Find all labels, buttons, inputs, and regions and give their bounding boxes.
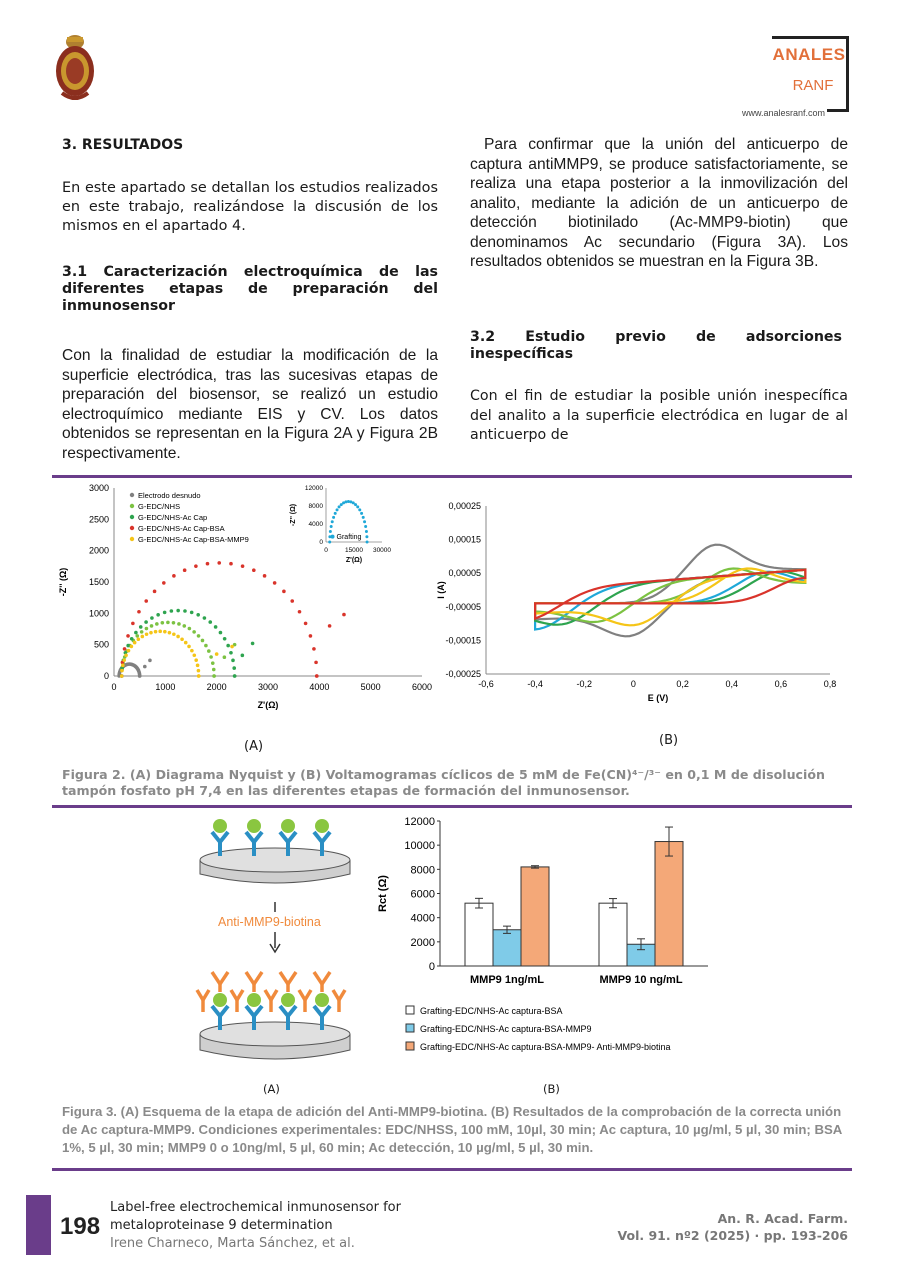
nyquist-point	[155, 622, 159, 626]
nyquist-point	[212, 668, 216, 672]
figure2-panel-a-nyquist	[52, 480, 442, 720]
y-tick-label: 2000	[88, 545, 109, 556]
x-axis-label: E (V)	[647, 693, 669, 703]
inset-point	[366, 541, 369, 544]
nyquist-point	[162, 581, 166, 585]
nyquist-point	[241, 564, 245, 568]
nyquist-point	[206, 562, 210, 566]
x-tick-label: 6000	[411, 682, 433, 692]
intro-paragraph: En este apartado se detallan los estudios realizados en este trabajo, realizándose la discusión de los mismos en el apartado 4.	[62, 180, 438, 234]
inset-y-tick: 12000	[304, 485, 323, 492]
figure3-panel-a-label: (A)	[263, 1082, 280, 1096]
y-tick-label: 8000	[410, 864, 435, 877]
nyquist-point	[149, 631, 153, 635]
nyquist-point	[197, 634, 201, 638]
legend-label: G-EDC/NHS-Ac Cap-BSA	[138, 524, 225, 533]
mmp9-antigen	[281, 993, 295, 1007]
y-tick-label: 12000	[404, 816, 435, 828]
nyquist-point	[207, 649, 211, 653]
nyquist-point	[217, 561, 221, 565]
logo-word-ranf: RANF	[792, 77, 834, 94]
legend-swatch	[406, 1024, 414, 1032]
mmp9-antigen	[247, 993, 261, 1007]
nyquist-point	[190, 649, 194, 653]
inset-point	[358, 508, 361, 511]
inset-point	[365, 530, 368, 533]
mmp9-antigen	[213, 993, 227, 1007]
inset-x-tick: 0	[324, 547, 328, 554]
inset-legend-label: Grafting	[336, 534, 362, 542]
nyquist-point	[137, 637, 141, 641]
x-tick-label: 0,6	[774, 679, 788, 689]
nyquist-point	[126, 644, 130, 648]
inset-point	[334, 512, 337, 515]
nyquist-point	[209, 655, 213, 659]
nyquist-point	[208, 620, 212, 624]
nyquist-point	[161, 621, 165, 625]
inset-x-tick: 15000	[344, 547, 364, 554]
cv-curve-3	[535, 569, 805, 623]
inset-point	[338, 505, 341, 508]
y-tick-label: -0,00025	[445, 669, 481, 679]
y-tick-label: 0,00015	[448, 534, 481, 545]
nyquist-point	[233, 674, 237, 678]
nyquist-point	[190, 611, 194, 615]
inset-x-label: Z'(Ω)	[345, 557, 363, 564]
subsection-title-3-1: 3.1 Caracterización electroquímica de las diferentes etapas de preparación del inmunosensor	[62, 264, 438, 314]
nyquist-point	[204, 644, 208, 648]
mmp9-antigen	[213, 819, 227, 833]
nyquist-point	[229, 651, 233, 655]
y-axis-label: Rct (Ω)	[377, 875, 389, 912]
nyquist-point	[187, 645, 191, 649]
x-tick-label: -0,4	[527, 679, 543, 689]
detection-antibody	[212, 972, 228, 992]
inset-y-tick: 0	[319, 539, 323, 546]
legend-marker	[130, 515, 134, 519]
paragraph-right-2: Con el fin de estudiar la posible unión inespecífica del analito a la superficie electródica en lugar de al anticuerpo de	[470, 388, 848, 443]
footer-journal: An. R. Acad. Farm.	[717, 1211, 848, 1226]
academy-crest-logo	[52, 33, 98, 103]
nyquist-point	[153, 590, 157, 594]
figure2-bottom-rule	[52, 805, 852, 808]
nyquist-point	[137, 610, 141, 614]
x-tick-label: 5000	[360, 682, 381, 692]
nyquist-point	[143, 665, 147, 669]
inset-point	[356, 505, 359, 508]
category-label: MMP9 1ng/mL	[470, 974, 544, 986]
inset-x-tick: 30000	[372, 547, 392, 554]
nyquist-point	[126, 634, 130, 638]
nyquist-point	[176, 635, 180, 639]
nyquist-point	[223, 637, 227, 641]
electrode-top	[200, 848, 350, 883]
nyquist-point	[135, 634, 139, 638]
detection-antibody	[197, 990, 209, 1012]
bar	[493, 930, 521, 966]
y-tick-label: 4000	[410, 912, 435, 925]
y-tick-label: 0	[428, 961, 435, 973]
anti-mmp9-biotina-label: Anti-MMP9-biotina	[218, 915, 321, 929]
mmp9-antigen	[315, 819, 329, 833]
figure2-caption: Figura 2. (A) Diagrama Nyquist y (B) Voltamogramas cíclicos de 5 mM de Fe(CN)⁴⁻/³⁻ en 0,1 M de disolución tampón fosfato pH 7,4 en las diferentes etapas de formación del inmunosensor.	[62, 767, 825, 798]
inset-legend-marker	[331, 535, 335, 539]
mmp9-antigen	[315, 993, 329, 1007]
inset-point	[365, 535, 368, 538]
x-tick-label: 0,4	[725, 679, 738, 689]
nyquist-point	[194, 658, 198, 662]
footer-volume: Vol. 91. nº2 (2025) · pp. 193-206	[617, 1228, 848, 1243]
legend-label: G-EDC/NHS-Ac Cap-BSA-MMP9	[138, 535, 249, 544]
inset-point	[336, 508, 339, 511]
nyquist-point	[184, 641, 188, 645]
y-tick-label: -0,00015	[445, 635, 481, 646]
nyquist-point	[145, 627, 149, 631]
nyquist-point	[211, 661, 215, 665]
nyquist-point	[298, 610, 302, 614]
legend-label: G-EDC/NHS	[138, 502, 181, 511]
detection-antibody	[265, 990, 277, 1012]
nyquist-point	[120, 674, 124, 678]
inset-point	[330, 525, 333, 528]
nyquist-point	[214, 625, 218, 629]
nyquist-point	[144, 599, 148, 603]
nyquist-point	[127, 649, 131, 653]
nyquist-point	[223, 655, 227, 659]
legend-marker	[130, 504, 134, 508]
footer-authors: Irene Charneco, Marta Sánchez, et al.	[110, 1236, 355, 1251]
nyquist-point	[188, 627, 192, 631]
mmp9-antigen	[247, 819, 261, 833]
y-tick-label: 1500	[88, 577, 109, 587]
nyquist-point	[140, 630, 144, 634]
y-tick-label: 10000	[404, 840, 435, 853]
nyquist-point	[263, 574, 267, 578]
nyquist-point	[183, 568, 187, 572]
legend-label: Grafting-EDC/NHS-Ac captura-BSA-MMP9- Anti-MMP9-biotina	[420, 1042, 671, 1052]
inset-point	[328, 541, 331, 544]
legend-label: Grafting-EDC/NHS-Ac captura-BSA	[420, 1006, 563, 1016]
nyquist-point	[192, 630, 196, 634]
nyquist-point	[133, 641, 137, 645]
nyquist-point	[145, 632, 149, 636]
nyquist-point	[309, 634, 313, 638]
inset-point	[331, 520, 334, 523]
nyquist-point	[203, 616, 207, 620]
y-tick-label: 1000	[88, 608, 109, 619]
detection-antibody	[231, 990, 243, 1012]
nyquist-point	[154, 630, 158, 634]
nyquist-point	[328, 624, 332, 628]
nyquist-point	[232, 666, 236, 670]
inset-point	[329, 530, 332, 533]
legend-swatch	[406, 1006, 414, 1014]
nyquist-point	[194, 564, 198, 568]
y-tick-label: 2000	[410, 936, 435, 949]
y-tick-label: 0	[103, 671, 109, 681]
subsection-title-3-2: 3.2 Estudio previo de adsorciones inespecíficas	[470, 329, 842, 362]
inset-point	[354, 503, 357, 506]
nyquist-point	[139, 625, 143, 629]
figure2-top-rule	[52, 475, 852, 478]
figure3-caption: Figura 3. (A) Esquema de la etapa de adición del Anti-MMP9-biotina. (B) Resultados de la comprobación de la correcta unión de Ac captura-MMP9. Condiciones experimentales: EDC/NHSS, 100 mM, 10µl, 30 min; Ac captura, 10 µg/ml, 5 µl, 30 min; BSA 1%, 5 µl, 30 min; MMP9 0 o 10ng/ml, 5 µl, 60 min; Ac detección, 10 µg/ml, 5 µl, 30 min.	[62, 1104, 842, 1155]
x-tick-label: 0	[630, 679, 636, 689]
nyquist-point	[197, 669, 201, 673]
legend-marker	[130, 537, 134, 541]
figure3-panel-b-label: (B)	[543, 1082, 560, 1096]
nyquist-point	[201, 639, 205, 643]
nyquist-point	[130, 637, 134, 641]
x-tick-label: 0,2	[676, 679, 689, 689]
inset-y-tick: 8000	[308, 503, 323, 510]
inset-point	[332, 516, 335, 519]
legend-label: Grafting-EDC/NHS-Ac captura-BSA-MMP9	[420, 1024, 592, 1034]
x-axis-label: Z'(Ω)	[257, 700, 279, 710]
footer-accent-bar	[26, 1195, 51, 1255]
y-axis-label: I (A)	[436, 581, 446, 599]
nyquist-point	[192, 653, 196, 657]
nyquist-point	[226, 644, 230, 648]
nyquist-point	[180, 637, 184, 641]
paragraph-3-1: Con la finalidad de estudiar la modificación de la superficie electródica, tras las sucesivas etapas de preparación del biosensor, se realizó un estudio electroquímico mediante EIS y CV. Los datos obtenidos se representan en la Figura 2A y Figura 2B respectivamente.	[62, 347, 438, 462]
x-tick-label: 2000	[206, 682, 227, 692]
legend-marker	[130, 526, 134, 530]
electrode-bottom	[200, 1022, 350, 1059]
nyquist-point	[156, 613, 160, 617]
bar	[465, 903, 493, 966]
x-tick-label: 0,8	[823, 679, 837, 689]
x-tick-label: 4000	[309, 682, 330, 692]
nyquist-point	[158, 630, 162, 634]
figure2-panel-b-cv	[430, 488, 850, 718]
nyquist-point	[138, 674, 142, 678]
y-tick-label: 500	[93, 639, 109, 650]
nyquist-point	[215, 652, 219, 656]
nyquist-point	[172, 621, 176, 625]
y-tick-label: 0,00025	[448, 501, 481, 511]
nyquist-point	[150, 624, 154, 628]
detection-antibody	[314, 972, 330, 992]
nyquist-point	[172, 632, 176, 636]
nyquist-point	[123, 647, 127, 651]
nyquist-point	[177, 622, 181, 626]
nyquist-point	[273, 581, 277, 585]
inset-point	[362, 516, 365, 519]
nyquist-point	[304, 622, 308, 626]
y-tick-label: 0,00005	[448, 568, 481, 579]
nyquist-point	[163, 611, 167, 615]
bar	[521, 867, 549, 966]
y-tick-label: 3000	[88, 483, 109, 493]
x-tick-label: -0,6	[478, 679, 494, 689]
nyquist-point	[241, 654, 245, 658]
anales-ranf-logo	[772, 36, 849, 112]
inset-point	[360, 512, 363, 515]
figure3-panel-a-scheme	[190, 812, 360, 1072]
detection-antibody	[246, 972, 262, 992]
figure3-bottom-rule	[52, 1168, 852, 1171]
inset-y-label: -Z'' (Ω)	[290, 503, 297, 527]
bar	[599, 903, 627, 966]
nyquist-point	[148, 659, 152, 663]
nyquist-point	[229, 562, 233, 566]
nyquist-point	[122, 658, 126, 662]
cv-curve-0	[535, 545, 805, 637]
x-tick-label: 0	[111, 682, 117, 692]
nyquist-point	[141, 635, 145, 639]
detection-antibody	[333, 990, 345, 1012]
legend-swatch	[406, 1042, 414, 1050]
nyquist-point	[182, 624, 186, 628]
y-tick-label: 6000	[410, 888, 435, 901]
nyquist-point	[196, 664, 200, 668]
nyquist-point	[134, 631, 138, 635]
nyquist-point	[290, 599, 294, 603]
bar	[655, 842, 683, 966]
nyquist-point	[124, 653, 128, 657]
nyquist-point	[252, 568, 256, 572]
inset-point	[364, 525, 367, 528]
legend-label: G-EDC/NHS-Ac Cap	[138, 513, 208, 522]
nyquist-point	[230, 645, 234, 649]
nyquist-point	[131, 622, 135, 626]
nyquist-point	[121, 664, 125, 668]
footer-article-title-1: Label-free electrochemical inmunosensor for	[110, 1200, 401, 1215]
nyquist-point	[168, 631, 172, 635]
figure2-panel-b-label: (B)	[659, 733, 679, 748]
detection-antibody	[299, 990, 311, 1012]
nyquist-point	[231, 659, 235, 663]
mmp9-antigen	[281, 819, 295, 833]
legend-marker	[130, 493, 134, 497]
nyquist-point	[183, 609, 187, 613]
logo-word-anales: ANALES	[772, 45, 846, 64]
nyquist-point	[196, 613, 200, 617]
nyquist-point	[166, 621, 170, 625]
nyquist-point	[144, 620, 148, 624]
nyquist-point	[219, 631, 223, 635]
nyquist-point	[197, 674, 201, 678]
category-label: MMP9 10 ng/mL	[599, 974, 683, 986]
nyquist-point	[170, 609, 174, 613]
x-tick-label: 3000	[257, 682, 279, 692]
section-title: 3. RESULTADOS	[62, 137, 184, 153]
nyquist-point	[176, 609, 180, 613]
figure3-panel-b-barchart	[370, 812, 730, 1072]
figure2-panel-a-label: (A)	[244, 739, 264, 754]
nyquist-point	[172, 574, 176, 578]
x-tick-label: -0,2	[576, 679, 593, 689]
x-tick-label: 1000	[155, 682, 176, 692]
header-url[interactable]: www.analesranf.com	[742, 108, 826, 118]
page-number: 198	[60, 1213, 101, 1240]
detection-antibody	[280, 972, 296, 992]
paragraph-right-1: Para confirmar que la unión del anticuerpo de captura antiMMP9, se produce satisfactoriamente, se realiza una etapa posterior a la inmovilización del analito, mediante la adición de un anticuerpo de detección biotinilado (Ac-MMP9-biotin) que denominamos Ac secundario (Figura 3A). Los resultados obtenidos se muestran en la Figura 3B.	[470, 136, 848, 270]
nyquist-point	[315, 674, 319, 678]
nyquist-point	[130, 645, 134, 649]
nyquist-point	[212, 674, 216, 678]
nyquist-point	[342, 613, 346, 617]
inset-point	[363, 520, 366, 523]
nyquist-point	[314, 661, 318, 665]
legend-label: Electrodo desnudo	[138, 491, 201, 500]
nyquist-point	[150, 616, 154, 620]
nyquist-point	[282, 590, 286, 594]
y-axis-label: -Z'' (Ω)	[58, 567, 68, 597]
footer-article-title-2: metaloproteinase 9 determination	[110, 1218, 333, 1233]
nyquist-point	[312, 647, 316, 651]
y-tick-label: -0,00005	[445, 601, 481, 612]
y-tick-label: 2500	[88, 514, 109, 525]
nyquist-point	[251, 642, 255, 646]
nyquist-point	[163, 630, 167, 634]
inset-y-tick: 4000	[308, 521, 323, 528]
nyquist-point	[120, 669, 124, 673]
